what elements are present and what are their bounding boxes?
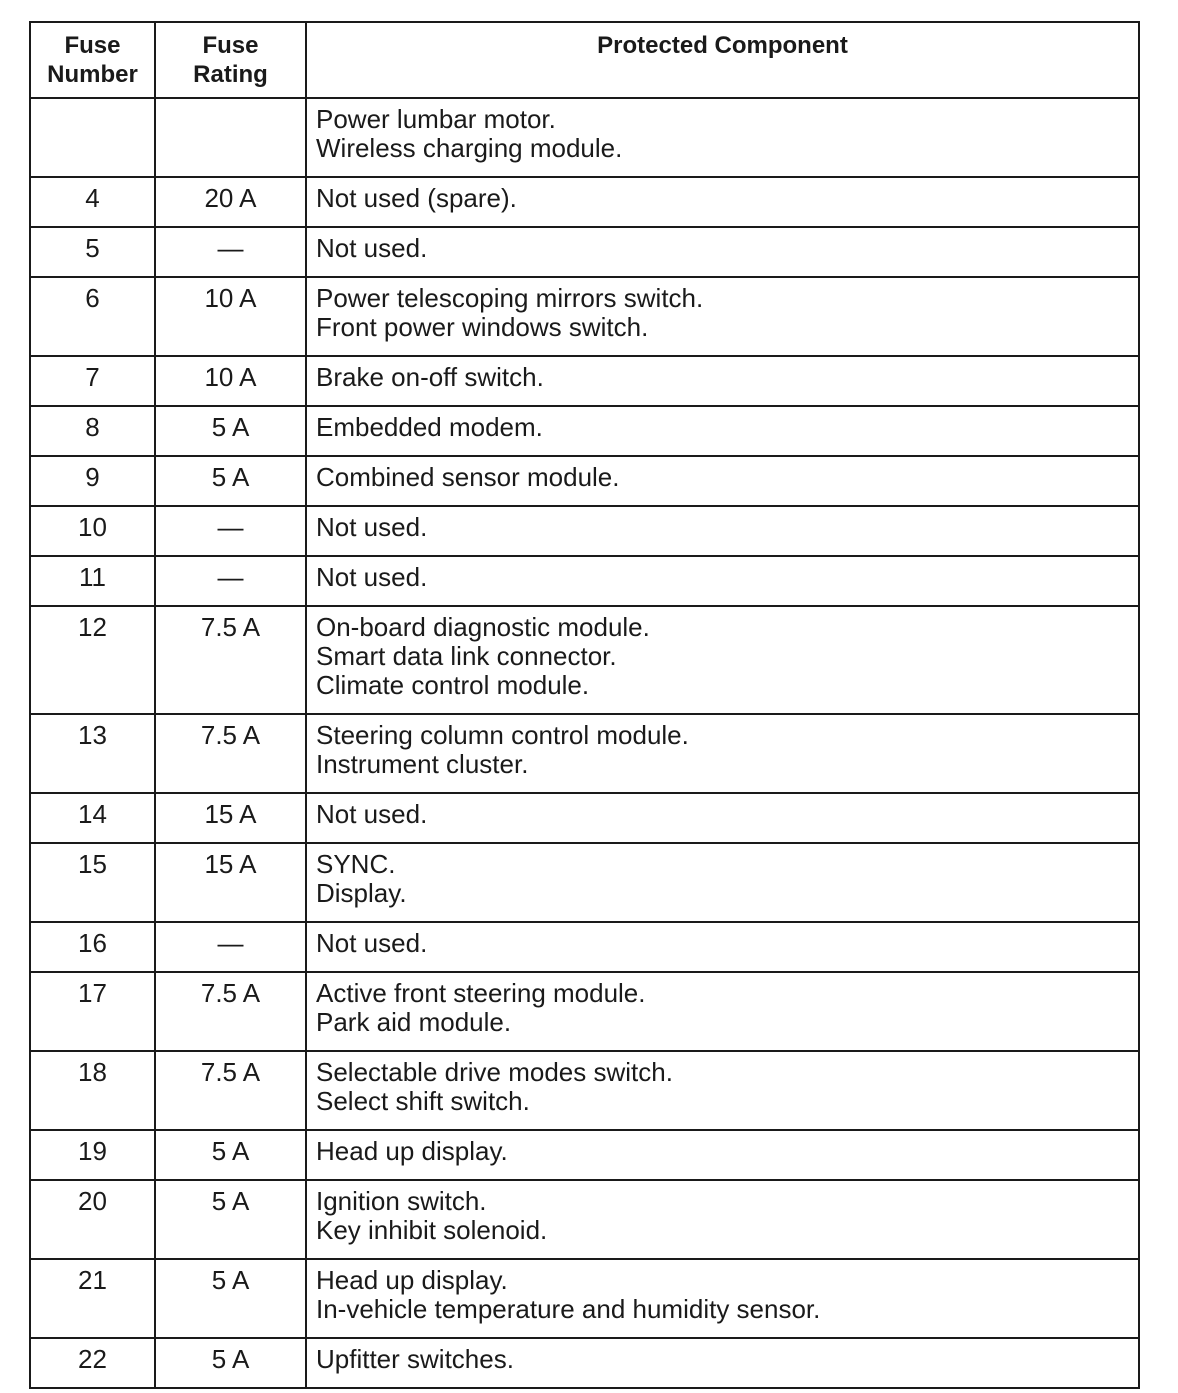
fuse-number-cell: 13 <box>30 714 155 793</box>
table-row <box>30 793 1139 843</box>
fuse-rating-cell: 15 A <box>155 793 306 843</box>
protected-component-line: Selectable drive modes switch. <box>316 1057 673 1087</box>
protected-component-cell <box>306 1180 1139 1259</box>
table-row <box>30 922 1139 972</box>
fuse-rating-cell: — <box>155 556 306 606</box>
protected-component-line: On-board diagnostic module. <box>316 612 650 642</box>
fuse-number-cell: 14 <box>30 793 155 843</box>
table-row <box>30 606 1139 714</box>
protected-component-line: Climate control module. <box>316 670 590 700</box>
protected-component-cell <box>306 1259 1139 1338</box>
fuse-number-cell: 12 <box>30 606 155 714</box>
fuse-rating-cell: 7.5 A <box>155 972 306 1051</box>
fuse-number-cell: 9 <box>30 456 155 506</box>
fuse-number-cell: 16 <box>30 922 155 972</box>
protected-component-cell <box>306 98 1139 177</box>
fuse-rating-cell: 20 A <box>155 177 306 227</box>
table-row <box>30 177 1139 227</box>
fuse-rating-cell: — <box>155 922 306 972</box>
protected-component-cell <box>306 972 1139 1051</box>
header-protected-component-label: Protected Component <box>597 32 848 59</box>
fuse-number-cell <box>30 98 155 177</box>
protected-component-cell <box>306 922 1139 972</box>
protected-component-line: Not used (spare). <box>316 183 517 213</box>
table-row <box>30 227 1139 277</box>
table-row <box>30 972 1139 1051</box>
header-fuse-rating <box>155 22 306 98</box>
fuse-number-cell: 17 <box>30 972 155 1051</box>
protected-component-line: Not used. <box>316 562 428 592</box>
protected-component-line: In-vehicle temperature and humidity sensor. <box>316 1294 821 1324</box>
fuse-number-cell: 22 <box>30 1338 155 1388</box>
header-row <box>30 22 1139 98</box>
table-row <box>30 506 1139 556</box>
protected-component-line: Key inhibit solenoid. <box>316 1215 548 1245</box>
table-row <box>30 456 1139 506</box>
protected-component-line: Upfitter switches. <box>316 1344 514 1374</box>
protected-component-cell <box>306 177 1139 227</box>
header-fuse-rating-line-2: Rating <box>193 61 268 88</box>
protected-component-cell <box>306 606 1139 714</box>
protected-component-line: Power telescoping mirrors switch. <box>316 283 704 313</box>
header-fuse-number <box>30 22 155 98</box>
protected-component-line: SYNC. <box>316 849 396 879</box>
protected-component-cell <box>306 277 1139 356</box>
protected-component-cell <box>306 1051 1139 1130</box>
protected-component-line: Head up display. <box>316 1265 508 1295</box>
protected-component-line: Embedded modem. <box>316 412 543 442</box>
fuse-rating-cell: 10 A <box>155 277 306 356</box>
protected-component-cell <box>306 793 1139 843</box>
fuse-number-cell: 7 <box>30 356 155 406</box>
protected-component-cell <box>306 1130 1139 1180</box>
fuse-number-cell: 6 <box>30 277 155 356</box>
protected-component-line: Not used. <box>316 799 428 829</box>
protected-component-line: Combined sensor module. <box>316 462 620 492</box>
fuse-number-cell: 18 <box>30 1051 155 1130</box>
protected-component-line: Select shift switch. <box>316 1086 530 1116</box>
fuse-rating-cell: — <box>155 506 306 556</box>
fuse-number-cell: 8 <box>30 406 155 456</box>
protected-component-cell <box>306 556 1139 606</box>
fuse-number-cell: 20 <box>30 1180 155 1259</box>
fuse-rating-cell: 5 A <box>155 1338 306 1388</box>
header-protected-component <box>306 22 1139 98</box>
table-row <box>30 356 1139 406</box>
protected-component-line: Active front steering module. <box>316 978 646 1008</box>
table-row <box>30 556 1139 606</box>
protected-component-line: Instrument cluster. <box>316 749 529 779</box>
fuse-number-cell: 11 <box>30 556 155 606</box>
table-header <box>30 22 1139 98</box>
fuse-rating-cell: 7.5 A <box>155 1051 306 1130</box>
fuse-number-cell: 10 <box>30 506 155 556</box>
table-row <box>30 1180 1139 1259</box>
protected-component-line: Steering column control module. <box>316 720 689 750</box>
fuse-number-cell: 4 <box>30 177 155 227</box>
table-row <box>30 1130 1139 1180</box>
fuse-rating-cell: 7.5 A <box>155 714 306 793</box>
protected-component-cell <box>306 356 1139 406</box>
fuse-rating-cell: — <box>155 227 306 277</box>
protected-component-cell <box>306 843 1139 922</box>
fuse-rating-cell: 5 A <box>155 1180 306 1259</box>
protected-component-cell <box>306 1338 1139 1388</box>
table-row <box>30 1259 1139 1338</box>
protected-component-line: Not used. <box>316 928 428 958</box>
table-row <box>30 714 1139 793</box>
header-fuse-rating-line-1: Fuse <box>202 32 259 59</box>
protected-component-cell <box>306 506 1139 556</box>
fuse-rating-cell: 5 A <box>155 1259 306 1338</box>
fuse-rating-cell <box>155 98 306 177</box>
protected-component-cell <box>306 714 1139 793</box>
protected-component-line: Display. <box>316 878 407 908</box>
protected-component-cell <box>306 406 1139 456</box>
protected-component-line: Front power windows switch. <box>316 312 649 342</box>
fuse-number-cell: 21 <box>30 1259 155 1338</box>
table-row <box>30 843 1139 922</box>
protected-component-line: Not used. <box>316 512 428 542</box>
fuse-rating-cell: 10 A <box>155 356 306 406</box>
table-row <box>30 406 1139 456</box>
protected-component-line: Smart data link connector. <box>316 641 617 671</box>
fuse-number-cell: 15 <box>30 843 155 922</box>
header-fuse-number-line-2: Number <box>47 61 138 88</box>
protected-component-line: Ignition switch. <box>316 1186 487 1216</box>
protected-component-line: Not used. <box>316 233 428 263</box>
fuse-number-cell: 5 <box>30 227 155 277</box>
protected-component-line: Wireless charging module. <box>316 133 623 163</box>
table-row <box>30 277 1139 356</box>
table-row <box>30 1338 1139 1388</box>
protected-component-line: Head up display. <box>316 1136 508 1166</box>
fuse-table <box>29 21 1140 1389</box>
protected-component-line: Power lumbar motor. <box>316 104 556 134</box>
fuse-rating-cell: 5 A <box>155 1130 306 1180</box>
protected-component-cell <box>306 456 1139 506</box>
protected-component-cell <box>306 227 1139 277</box>
protected-component-line: Park aid module. <box>316 1007 512 1037</box>
header-fuse-number-line-1: Fuse <box>64 32 121 59</box>
fuse-rating-cell: 5 A <box>155 456 306 506</box>
fuse-rating-cell: 5 A <box>155 406 306 456</box>
fuse-number-cell: 19 <box>30 1130 155 1180</box>
table-row <box>30 98 1139 177</box>
table-body <box>30 98 1139 1388</box>
table-row <box>30 1051 1139 1130</box>
fuse-rating-cell: 15 A <box>155 843 306 922</box>
fuse-rating-cell: 7.5 A <box>155 606 306 714</box>
protected-component-line: Brake on-off switch. <box>316 362 544 392</box>
